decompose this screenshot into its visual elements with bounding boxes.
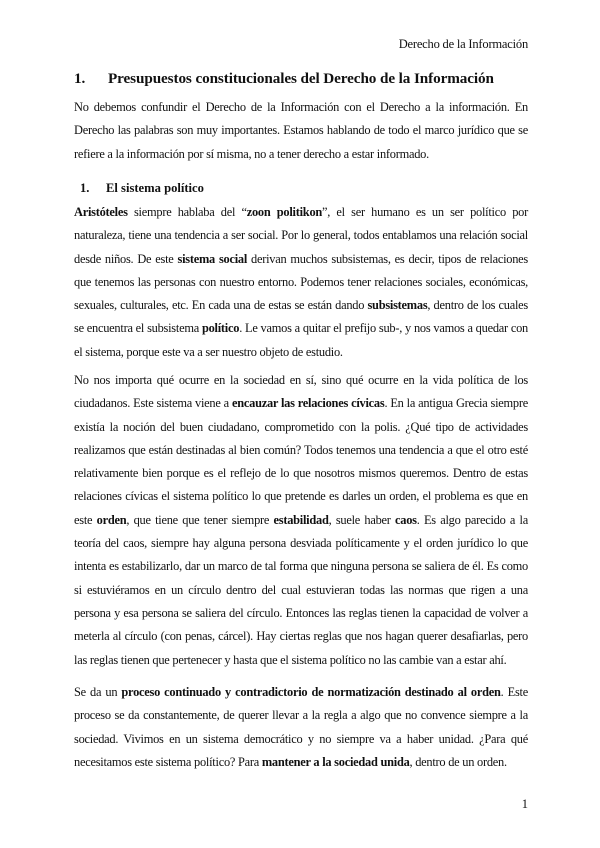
bold-term: orden bbox=[96, 512, 127, 527]
bold-term: zoon politikon bbox=[246, 205, 323, 219]
text-run: , dentro de un orden. bbox=[409, 754, 507, 769]
running-header: Derecho de la Información bbox=[398, 37, 528, 51]
bold-term: proceso continuado y contradictorio de normatización destinado al orden bbox=[121, 685, 501, 699]
body-paragraph-3 bbox=[74, 681, 528, 774]
text-run: No nos importa qué ocurre en la sociedad en sí, sino qué ocurre en la vida política de los ciudadanos. Este sistema viene a bbox=[74, 373, 528, 411]
text-run: ”, el ser humano es un ser político por naturaleza, tiene una tendencia a ser social. Por lo general, todos entablamos una relación social desde niños. De este bbox=[74, 205, 528, 266]
text-run: No debemos confundir el Derecho de la Información con el Derecho a la información. En Derecho las palabras son muy importantes. Estamos hablando de todo el marco jurídico que se refiere a la información por sí misma, no a tener derecho a estar informado. bbox=[74, 100, 528, 161]
text-run: siempre hablaba del “ bbox=[127, 205, 247, 219]
text-run: Se da un bbox=[74, 685, 122, 699]
bold-term: subsistemas bbox=[367, 298, 428, 313]
text-run: . Le vamos a quitar el prefijo sub-, y nos vamos a quedar con el sistema, porque este va a ser nuestro objeto de estudio. bbox=[74, 321, 529, 359]
text-run: derivan muchos subsistemas, es decir, tipos de relaciones que tenemos las personas con nuestro entorno. Podemos tener relaciones sociales, económicas, sexuales, culturales, etc. En cada una de estas se están dando bbox=[74, 251, 528, 313]
section-heading bbox=[74, 70, 534, 88]
bold-term: caos bbox=[395, 512, 417, 527]
text-run: . Es algo parecido a la teoría del caos, siempre hay alguna persona desviada políticamente y el orden jurídico lo que intenta es estabilizarlo, dar un marco de tal forma que ninguna persona se saliera de él. Es como si estuviéramos en un círculo dentro del cual estuvieran todas las normas que rigen a una persona y esa persona se saliera del círculo. Entonces las reglas tienen la capacidad de volver a meterla al círculo (con penas, cárcel). Hay ciertas reglas que nos hagan querer desafiarlas, pero las reglas tienen que pertenecer y hasta que el sistema político no las cambie van a estar ahí. bbox=[74, 512, 528, 667]
body-paragraph-2 bbox=[74, 369, 528, 672]
bold-term: político bbox=[201, 321, 240, 336]
page-number: 1 bbox=[521, 797, 528, 811]
body-paragraph-1 bbox=[74, 201, 528, 364]
bold-term: sistema social bbox=[177, 251, 248, 266]
subsection-title: El sistema político bbox=[106, 181, 204, 195]
section-title: Presupuestos constitucionales del Derecho de la Información bbox=[108, 70, 494, 87]
text-run: . En la antigua Grecia siempre existía la noción del buen ciudadano, comprometido con la polis. ¿Qué tipo de actividades realizamos que están destinadas al bien común? Todos tenemos una tendencia a que el otro esté relativamente bien porque es el reflejo de lo que nosotros mismos queremos. Dentro de estas relaciones cívicas el sistema político lo que pretende es darles un orden, el problema es que en este bbox=[74, 396, 529, 527]
text-run: , suele haber bbox=[328, 512, 396, 527]
bold-term: Aristóteles bbox=[74, 205, 128, 219]
bold-term: mantener a la sociedad unida bbox=[261, 754, 410, 769]
subsection-number: 1. bbox=[80, 181, 90, 195]
intro-paragraph bbox=[74, 96, 528, 166]
text-run: . Este proceso se da constantemente, de querer llevar a la regla a algo que no convence siempre a la sociedad. Vivimos en un sistema democrático y no siempre va a haber unidad. ¿Para qué necesitamos este sistema político? Para bbox=[74, 685, 528, 769]
bold-term: estabilidad bbox=[273, 512, 329, 527]
subsection-heading bbox=[80, 181, 540, 196]
text-run: , dentro de los cuales se encuentra el subsistema bbox=[74, 298, 528, 336]
section-number: 1. bbox=[74, 70, 86, 87]
text-run: , que tiene que tener siempre bbox=[126, 512, 274, 527]
bold-term: encauzar las relaciones cívicas bbox=[231, 396, 385, 411]
